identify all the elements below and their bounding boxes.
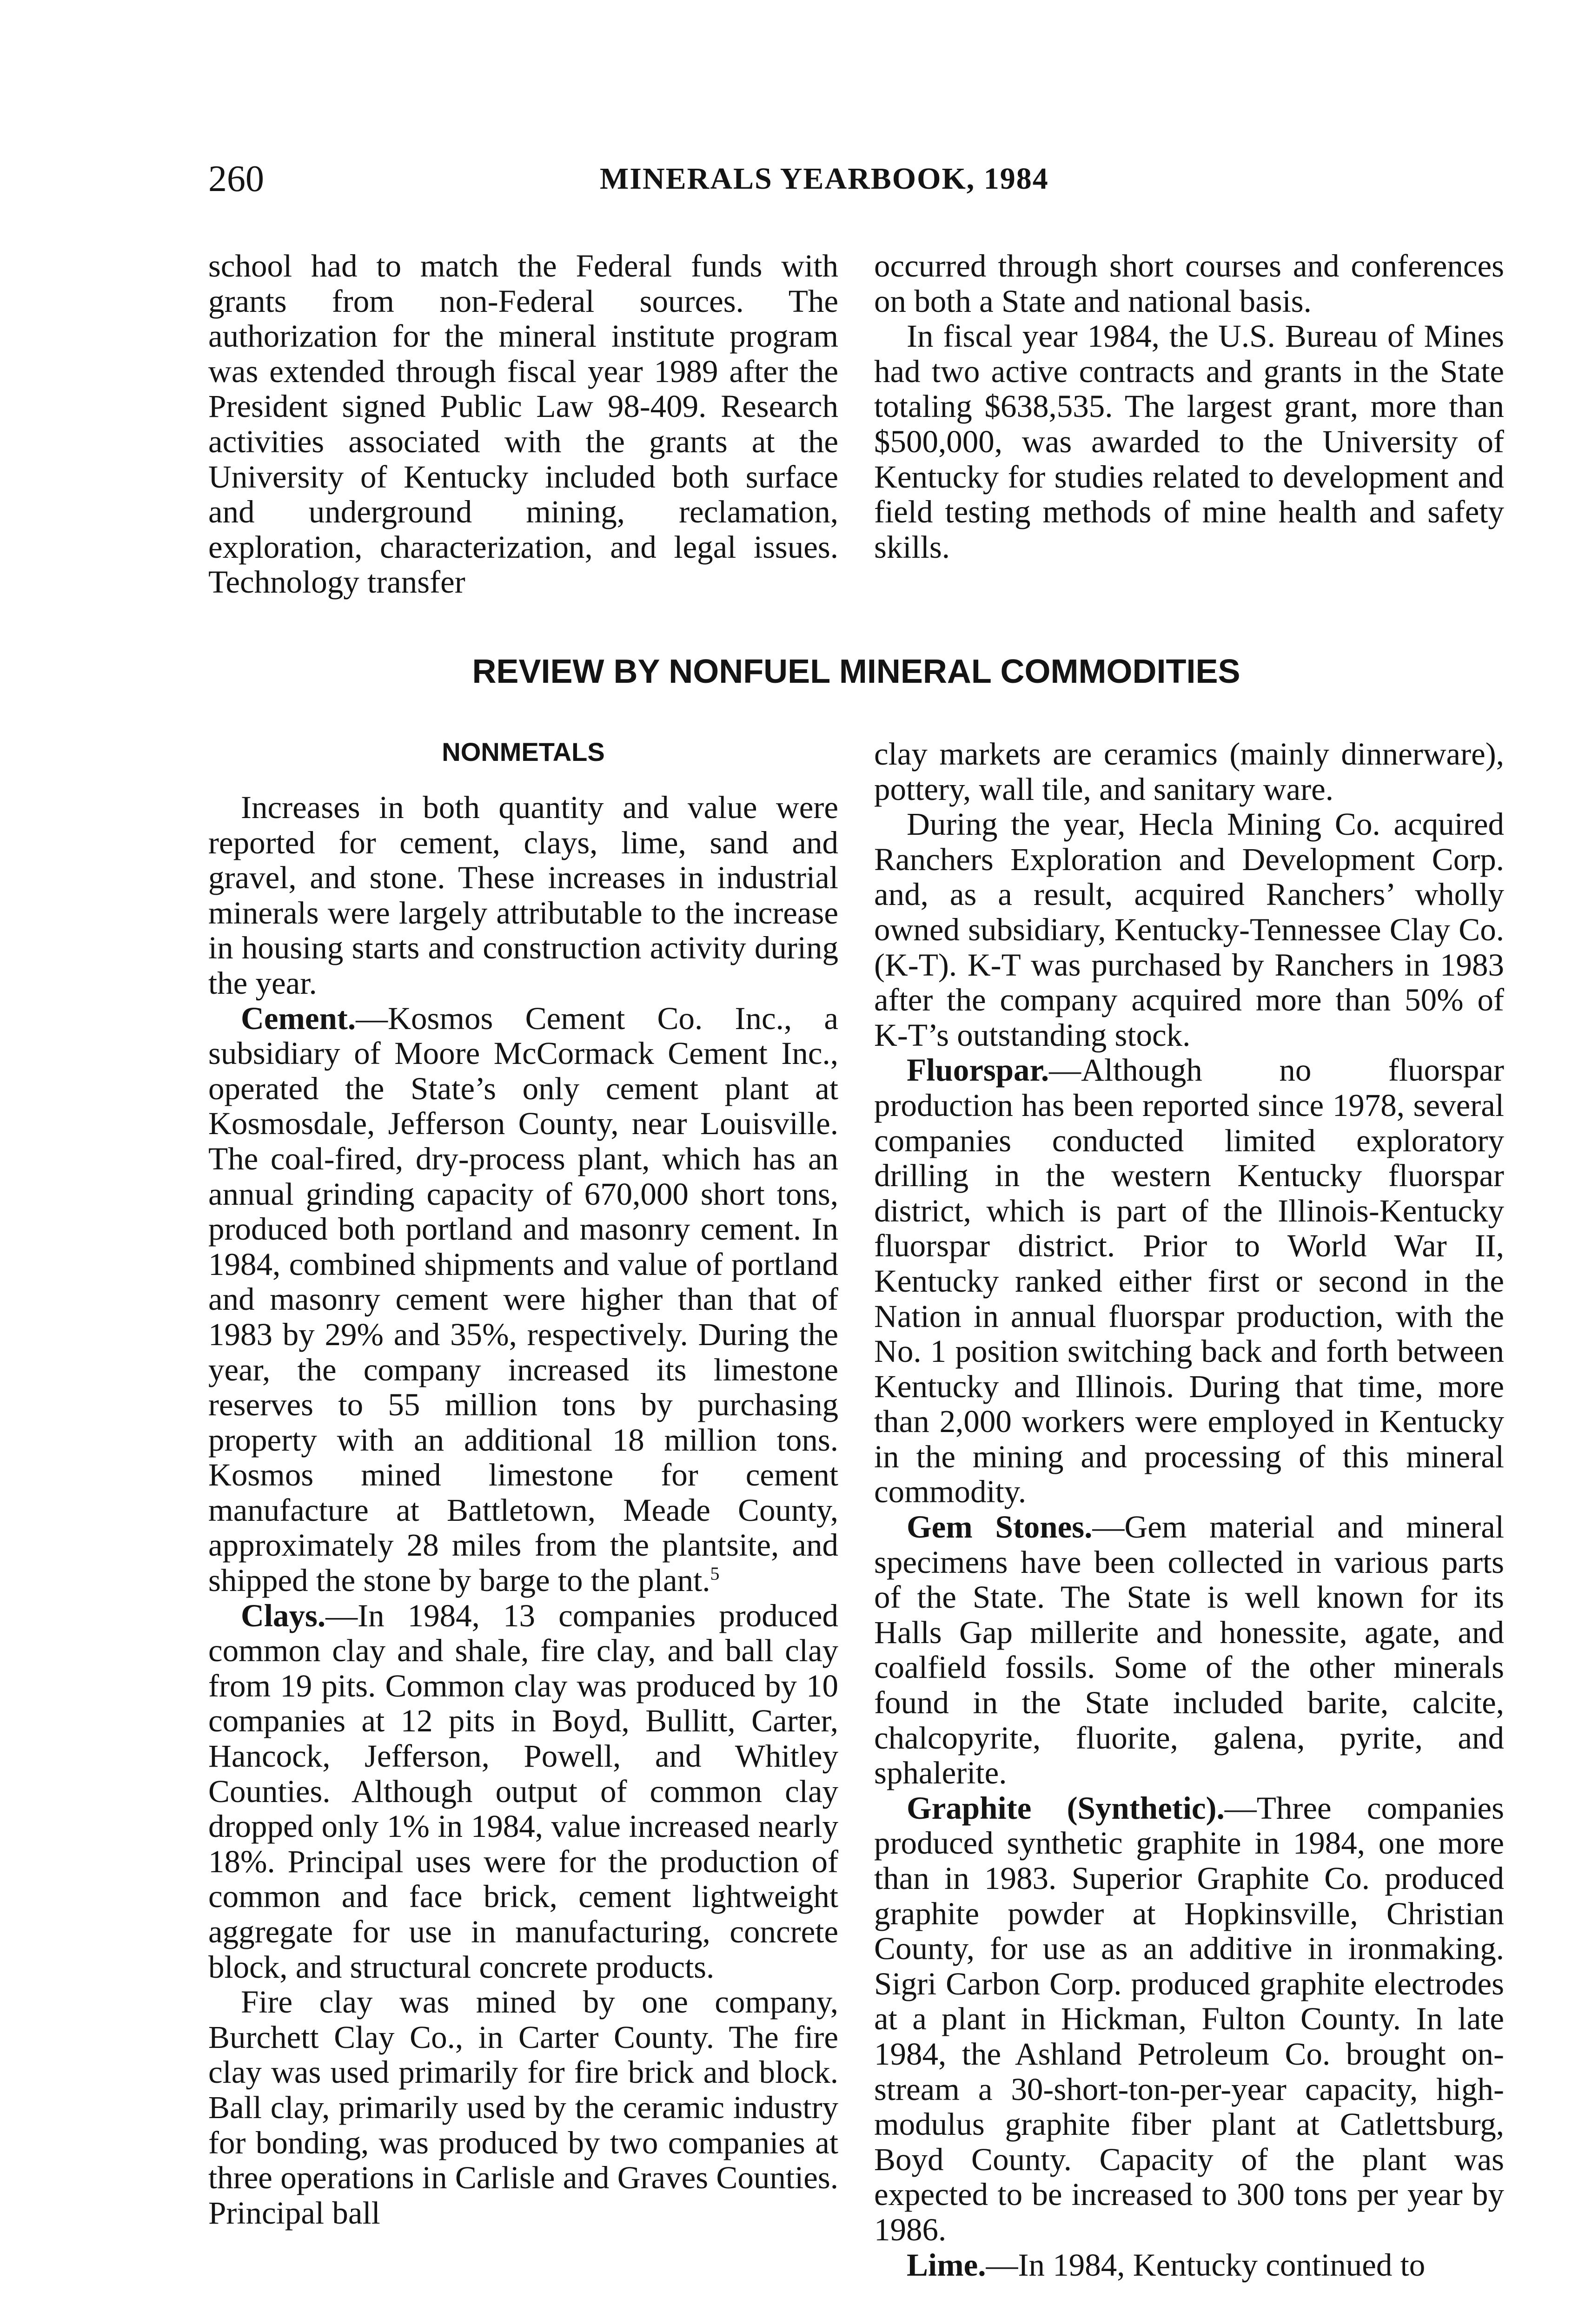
gem-stones-heading: Gem Stones.	[907, 1509, 1093, 1545]
right-column	[874, 737, 1504, 2283]
running-title: MINERALS YEARBOOK, 1984	[600, 162, 1049, 196]
cement-text: —Kosmos Cement Co. Inc., a subsidiary of Moore McCormack Cement Inc., operated the State’s only cement plant at Kosmosdale, Jefferson County, near Louisville. The coal-fired, dry-process plant, which has an annual grinding capacity of 670,000 short tons, produced both portland and masonry cement. In 1984, combined shipments and value of portland and masonry cement were higher than that of 1983 by 29% and 35%, respectively. During the year, the company increased its limestone reserves to 55 million tons by purchasing property with an additional 18 million tons. Kosmos mined limestone for cement manufacture at Battletown, Meade County, approximately 28 miles from the plantsite, and shipped the stone by barge to the plant.	[208, 1000, 838, 1598]
fluorspar-paragraph	[874, 1053, 1504, 1510]
hecla-paragraph: During the year, Hecla Mining Co. acquired Ranchers Exploration and Development Corp. and, as a result, acquired Ranchers’ wholly owned subsidiary, Kentucky-Tennessee Clay Co. (K-T). K-T was purchased by Ranchers in 1983 after the company acquired more than 50% of K-T’s outstanding stock.	[874, 806, 1504, 1053]
lime-paragraph	[874, 2248, 1504, 2283]
gem-stones-text: —Gem material and mineral specimens have been collected in various parts of the State. The State is well known for its Halls Gap millerite and honessite, agate, and coalfield fossils. Some of the other minerals found in the State included barite, calcite, chalcopyrite, fluorite, galena, pyrite, and sphalerite.	[874, 1509, 1504, 1791]
graphite-paragraph	[874, 1791, 1504, 2248]
gem-stones-paragraph	[874, 1510, 1504, 1791]
section-title: REVIEW BY NONFUEL MINERAL COMMODITIES	[472, 653, 1240, 690]
top-right-paragraph-1: occurred through short courses and conferences on both a State and national basis.	[874, 248, 1504, 319]
fireclay-paragraph: Fire clay was mined by one company, Burchett Clay Co., in Carter County. The fire clay was used primarily for fire brick and block. Ball clay, primarily used by the ceramic industry for bonding, was produced by two companies at three operations in Carlisle and Graves Counties. Principal ball	[208, 1984, 838, 2231]
top-right-paragraph-2: In fiscal year 1984, the U.S. Bureau of Mines had two active contracts and grants in the State totaling $638,535. The largest grant, more than $500,000, was awarded to the University of Kentucky for studies related to development and field testing methods of mine health and safety skills.	[874, 318, 1504, 565]
top-left-paragraph: school had to match the Federal funds with grants from non-Federal sources. The authorization for the mineral institute program was extended through fiscal year 1989 after the President signed Public Law 98-409. Research activities associated with the grants at the University of Kentucky included both surface and underground mining, reclamation, exploration, characterization, and legal issues. Technology transfer	[208, 248, 838, 600]
left-column	[208, 790, 838, 2231]
fluorspar-text: —Although no fluorspar production has been reported since 1978, several companies conducted limited exploratory drilling in the western Kentucky fluorspar district, which is part of the Illinois-Kentucky fluorspar district. Prior to World War II, Kentucky ranked either first or second in the Nation in annual fluorspar production, with the No. 1 position switching back and forth between Kentucky and Illinois. During that time, more than 2,000 workers were employed in Kentucky in the mining and processing of this mineral commodity.	[874, 1052, 1504, 1510]
section-subtitle: NONMETALS	[442, 737, 605, 766]
lime-heading: Lime.	[907, 2247, 986, 2283]
clay-continuation-paragraph: clay markets are ceramics (mainly dinnerware), pottery, wall tile, and sanitary ware.	[874, 736, 1504, 807]
graphite-text: —Three companies produced synthetic graphite in 1984, one more than in 1983. Superior Graphite Co. produced graphite powder at Hopkinsville, Christian County, for use as an additive in ironmaking. Sigri Carbon Corp. produced graphite electrodes at a plant in Hickman, Fulton County. In late 1984, the Ashland Petroleum Co. brought on-stream a 30-short-ton-per-year capacity, high-modulus graphite fiber plant at Catlettsburg, Boyd County. Capacity of the plant was expected to be increased to 300 tons per year by 1986.	[874, 1790, 1504, 2247]
cement-paragraph	[208, 1001, 838, 1598]
clays-paragraph	[208, 1598, 838, 1985]
fluorspar-heading: Fluorspar.	[907, 1052, 1049, 1088]
top-right-column	[874, 249, 1504, 565]
top-left-column	[208, 249, 838, 600]
clays-heading: Clays.	[241, 1598, 326, 1633]
cement-heading: Cement.	[241, 1000, 356, 1036]
page-number: 260	[208, 158, 264, 199]
graphite-heading: Graphite (Synthetic).	[907, 1790, 1225, 1826]
lime-text: —In 1984, Kentucky continued to	[986, 2247, 1426, 2283]
intro-paragraph: Increases in both quantity and value were reported for cement, clays, lime, sand and gravel, and stone. These increases in industrial minerals were largely attributable to the increase in housing starts and construction activity during the year.	[208, 790, 838, 1001]
clays-text: —In 1984, 13 companies produced common clay and shale, fire clay, and ball clay from 19 pits. Common clay was produced by 10 companies at 12 pits in Boyd, Bullitt, Carter, Hancock, Jefferson, Powell, and Whitley Counties. Although output of common clay dropped only 1% in 1984, value increased nearly 18%. Principal uses were for the production of common and face brick, cement lightweight aggregate for use in manufacturing, concrete block, and structural concrete products.	[208, 1598, 838, 1985]
cement-footnote: 5	[710, 1563, 720, 1585]
